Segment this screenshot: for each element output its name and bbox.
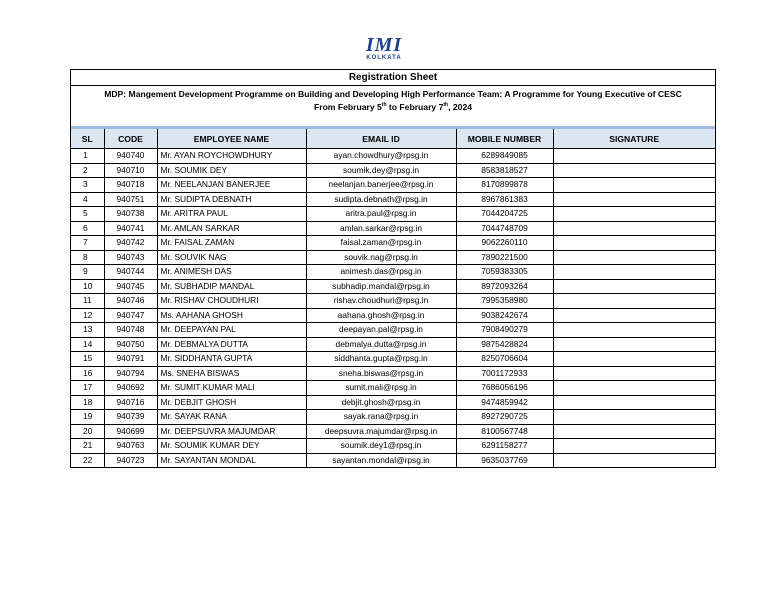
signature-cell bbox=[553, 308, 715, 323]
table-row bbox=[71, 178, 715, 193]
sl-cell: 20 bbox=[71, 424, 104, 439]
sl-cell: 16 bbox=[71, 366, 104, 381]
email-cell: amlan.sarkar@rpsg.in bbox=[306, 221, 456, 236]
mobile-cell: 9635037769 bbox=[456, 453, 553, 467]
code-cell: 940794 bbox=[104, 366, 157, 381]
mobile-cell: 6289849085 bbox=[456, 149, 553, 164]
email-cell: aritra.paul@rpsg.in bbox=[306, 207, 456, 222]
employee-name-cell: Mr. SUMIT KUMAR MALI bbox=[157, 381, 306, 396]
email-cell: sumit.mali@rpsg.in bbox=[306, 381, 456, 396]
signature-cell bbox=[553, 410, 715, 425]
sl-cell: 9 bbox=[71, 265, 104, 280]
table-row bbox=[71, 207, 715, 222]
mobile-cell: 9875428824 bbox=[456, 337, 553, 352]
mobile-cell: 7044748709 bbox=[456, 221, 553, 236]
table-row bbox=[71, 439, 715, 454]
employee-name-cell: Mr. FAISAL ZAMAN bbox=[157, 236, 306, 251]
mobile-cell: 9038242674 bbox=[456, 308, 553, 323]
email-cell: siddhanta.gupta@rpsg.in bbox=[306, 352, 456, 367]
email-cell: subhadip.mandal@rpsg.in bbox=[306, 279, 456, 294]
employee-name-cell: Mr. ANIMESH DAS bbox=[157, 265, 306, 280]
table-row bbox=[71, 366, 715, 381]
date-from: From February 5 bbox=[313, 102, 382, 112]
email-cell: ayan.chowdhury@rpsg.in bbox=[306, 149, 456, 164]
employee-name-cell: Mr. SAYAK RANA bbox=[157, 410, 306, 425]
email-cell: sudipta.debnath@rpsg.in bbox=[306, 192, 456, 207]
table-row bbox=[71, 337, 715, 352]
mobile-cell: 7890221500 bbox=[456, 250, 553, 265]
mobile-cell: 8967861383 bbox=[456, 192, 553, 207]
table-row bbox=[71, 149, 715, 164]
employee-name-cell: Mr. DEEPAYAN PAL bbox=[157, 323, 306, 338]
code-cell: 940747 bbox=[104, 308, 157, 323]
table-row bbox=[71, 308, 715, 323]
table-row bbox=[71, 410, 715, 425]
signature-cell bbox=[553, 207, 715, 222]
code-cell: 940748 bbox=[104, 323, 157, 338]
employee-name-cell: Mr. SIDDHANTA GUPTA bbox=[157, 352, 306, 367]
signature-cell bbox=[553, 453, 715, 467]
signature-cell bbox=[553, 265, 715, 280]
sl-cell: 3 bbox=[71, 178, 104, 193]
employee-name-cell: Mr. SOUMIK KUMAR DEY bbox=[157, 439, 306, 454]
employee-name-cell: Mr. RISHAV CHOUDHURI bbox=[157, 294, 306, 309]
sl-cell: 19 bbox=[71, 410, 104, 425]
sl-cell: 1 bbox=[71, 149, 104, 164]
code-cell: 940718 bbox=[104, 178, 157, 193]
registration-table bbox=[71, 126, 715, 467]
signature-cell bbox=[553, 337, 715, 352]
code-cell: 940745 bbox=[104, 279, 157, 294]
sl-cell: 18 bbox=[71, 395, 104, 410]
table-row bbox=[71, 294, 715, 309]
sl-cell: 7 bbox=[71, 236, 104, 251]
table-row bbox=[71, 192, 715, 207]
email-cell: debmalya.dutta@rpsg.in bbox=[306, 337, 456, 352]
email-cell: aahana.ghosh@rpsg.in bbox=[306, 308, 456, 323]
email-cell: rishav.choudhuri@rpsg.in bbox=[306, 294, 456, 309]
sl-cell: 12 bbox=[71, 308, 104, 323]
table-row bbox=[71, 424, 715, 439]
signature-cell bbox=[553, 395, 715, 410]
mobile-cell: 7044204725 bbox=[456, 207, 553, 222]
email-cell: deepayan.pal@rpsg.in bbox=[306, 323, 456, 338]
signature-cell bbox=[553, 294, 715, 309]
employee-name-cell: Mr. AMLAN SARKAR bbox=[157, 221, 306, 236]
code-cell: 940741 bbox=[104, 221, 157, 236]
employee-name-cell: Mr. SAYANTAN MONDAL bbox=[157, 453, 306, 467]
logo-subtitle: KOLKATA bbox=[366, 55, 402, 61]
email-cell: animesh.das@rpsg.in bbox=[306, 265, 456, 280]
code-cell: 940742 bbox=[104, 236, 157, 251]
signature-cell bbox=[553, 323, 715, 338]
mobile-cell: 7686056196 bbox=[456, 381, 553, 396]
sl-cell: 10 bbox=[71, 279, 104, 294]
code-cell: 940740 bbox=[104, 149, 157, 164]
mobile-cell: 7908490279 bbox=[456, 323, 553, 338]
logo-mark: IMI bbox=[365, 34, 403, 56]
email-header: EMAIL ID bbox=[306, 128, 456, 149]
code-cell: 940791 bbox=[104, 352, 157, 367]
table-row bbox=[71, 323, 715, 338]
date-to: to February 7 bbox=[386, 102, 444, 112]
employee-name-cell: Mr. SOUMIK DEY bbox=[157, 163, 306, 178]
code-cell: 940744 bbox=[104, 265, 157, 280]
email-cell: deepsuvra.majumdar@rpsg.in bbox=[306, 424, 456, 439]
employee-name-cell: Mr. SOUVIK NAG bbox=[157, 250, 306, 265]
employee-name-cell: Mr. DEBJIT GHOSH bbox=[157, 395, 306, 410]
signature-cell bbox=[553, 192, 715, 207]
email-cell: faisal.zaman@rpsg.in bbox=[306, 236, 456, 251]
code-cell: 940699 bbox=[104, 424, 157, 439]
code-cell: 940723 bbox=[104, 453, 157, 467]
code-header: CODE bbox=[104, 128, 157, 149]
signature-cell bbox=[553, 250, 715, 265]
signature-cell bbox=[553, 439, 715, 454]
mobile-cell: 7059383305 bbox=[456, 265, 553, 280]
code-cell: 940692 bbox=[104, 381, 157, 396]
table-row bbox=[71, 381, 715, 396]
signature-cell bbox=[553, 149, 715, 164]
date-to-suffix: th bbox=[443, 102, 449, 109]
code-cell: 940750 bbox=[104, 337, 157, 352]
mobile-cell: 7995358980 bbox=[456, 294, 553, 309]
date-from-suffix: th bbox=[381, 102, 387, 109]
signature-cell bbox=[553, 352, 715, 367]
programme-title: MDP: Mangement Development Programme on Building and Developing High Performance Team: A Programme for Young Executive of CESC bbox=[104, 89, 682, 99]
employee-name-cell: Mr. SUDIPTA DEBNATH bbox=[157, 192, 306, 207]
employee-name-cell: Mr. DEBMALYA DUTTA bbox=[157, 337, 306, 352]
email-cell: sayak.rana@rpsg.in bbox=[306, 410, 456, 425]
programme-dates bbox=[71, 101, 715, 114]
sl-cell: 17 bbox=[71, 381, 104, 396]
mobile-cell: 9062260110 bbox=[456, 236, 553, 251]
code-cell: 940743 bbox=[104, 250, 157, 265]
email-cell: sayantan.mondal@rpsg.in bbox=[306, 453, 456, 467]
mobile-cell: 8170899878 bbox=[456, 178, 553, 193]
employee-name-cell: Ms. AAHANA GHOSH bbox=[157, 308, 306, 323]
email-cell: soumik.dey@rpsg.in bbox=[306, 163, 456, 178]
signature-cell bbox=[553, 424, 715, 439]
signature-cell bbox=[553, 279, 715, 294]
mobile-cell: 9474859942 bbox=[456, 395, 553, 410]
code-cell: 940746 bbox=[104, 294, 157, 309]
sl-cell: 2 bbox=[71, 163, 104, 178]
email-cell: sneha.biswas@rpsg.in bbox=[306, 366, 456, 381]
code-cell: 940751 bbox=[104, 192, 157, 207]
email-cell: soumik.dey1@rpsg.in bbox=[306, 439, 456, 454]
code-cell: 940738 bbox=[104, 207, 157, 222]
code-cell: 940716 bbox=[104, 395, 157, 410]
sl-cell: 21 bbox=[71, 439, 104, 454]
sl-cell: 8 bbox=[71, 250, 104, 265]
mobile-cell: 8583818527 bbox=[456, 163, 553, 178]
registration-sheet bbox=[70, 69, 716, 468]
table-row bbox=[71, 279, 715, 294]
table-row bbox=[71, 265, 715, 280]
code-cell: 940739 bbox=[104, 410, 157, 425]
table-header-row bbox=[71, 128, 715, 149]
signature-cell bbox=[553, 178, 715, 193]
signature-cell bbox=[553, 381, 715, 396]
table-body bbox=[71, 149, 715, 468]
email-cell: debjit.ghosh@rpsg.in bbox=[306, 395, 456, 410]
employee-name-cell: Mr. NEELANJAN BANERJEE bbox=[157, 178, 306, 193]
sl-cell: 11 bbox=[71, 294, 104, 309]
date-year: , 2024 bbox=[448, 102, 473, 112]
table-row bbox=[71, 395, 715, 410]
mobile-cell: 8100567748 bbox=[456, 424, 553, 439]
signature-cell bbox=[553, 163, 715, 178]
employee-name-cell: Mr. AYAN ROYCHOWDHURY bbox=[157, 149, 306, 164]
mobile-cell: 6291158277 bbox=[456, 439, 553, 454]
table-row bbox=[71, 163, 715, 178]
email-cell: souvik.nag@rpsg.in bbox=[306, 250, 456, 265]
mobile-cell: 8250706604 bbox=[456, 352, 553, 367]
signature-header: SIGNATURE bbox=[553, 128, 715, 149]
sl-header: SL bbox=[71, 128, 104, 149]
sl-cell: 5 bbox=[71, 207, 104, 222]
mobile-cell: 7001172933 bbox=[456, 366, 553, 381]
code-cell: 940710 bbox=[104, 163, 157, 178]
mobile-header: MOBILE NUMBER bbox=[456, 128, 553, 149]
sl-cell: 14 bbox=[71, 337, 104, 352]
employee-name-header: EMPLOYEE NAME bbox=[157, 128, 306, 149]
sl-cell: 13 bbox=[71, 323, 104, 338]
table-row bbox=[71, 453, 715, 467]
mobile-cell: 8972093264 bbox=[456, 279, 553, 294]
table-row bbox=[71, 250, 715, 265]
sl-cell: 22 bbox=[71, 453, 104, 467]
signature-cell bbox=[553, 221, 715, 236]
email-cell: neelanjan.banerjee@rpsg.in bbox=[306, 178, 456, 193]
employee-name-cell: Mr. SUBHADIP MANDAL bbox=[157, 279, 306, 294]
signature-cell bbox=[553, 236, 715, 251]
mobile-cell: 8927290725 bbox=[456, 410, 553, 425]
programme-description bbox=[71, 86, 715, 126]
table-row bbox=[71, 221, 715, 236]
sl-cell: 6 bbox=[71, 221, 104, 236]
sl-cell: 15 bbox=[71, 352, 104, 367]
table-row bbox=[71, 352, 715, 367]
signature-cell bbox=[553, 366, 715, 381]
code-cell: 940763 bbox=[104, 439, 157, 454]
employee-name-cell: Ms. SNEHA BISWAS bbox=[157, 366, 306, 381]
employee-name-cell: Mr. ARITRA PAUL bbox=[157, 207, 306, 222]
sheet-title: Registration Sheet bbox=[71, 70, 715, 86]
employee-name-cell: Mr. DEEPSUVRA MAJUMDAR bbox=[157, 424, 306, 439]
imi-logo bbox=[0, 36, 768, 62]
table-row bbox=[71, 236, 715, 251]
sl-cell: 4 bbox=[71, 192, 104, 207]
